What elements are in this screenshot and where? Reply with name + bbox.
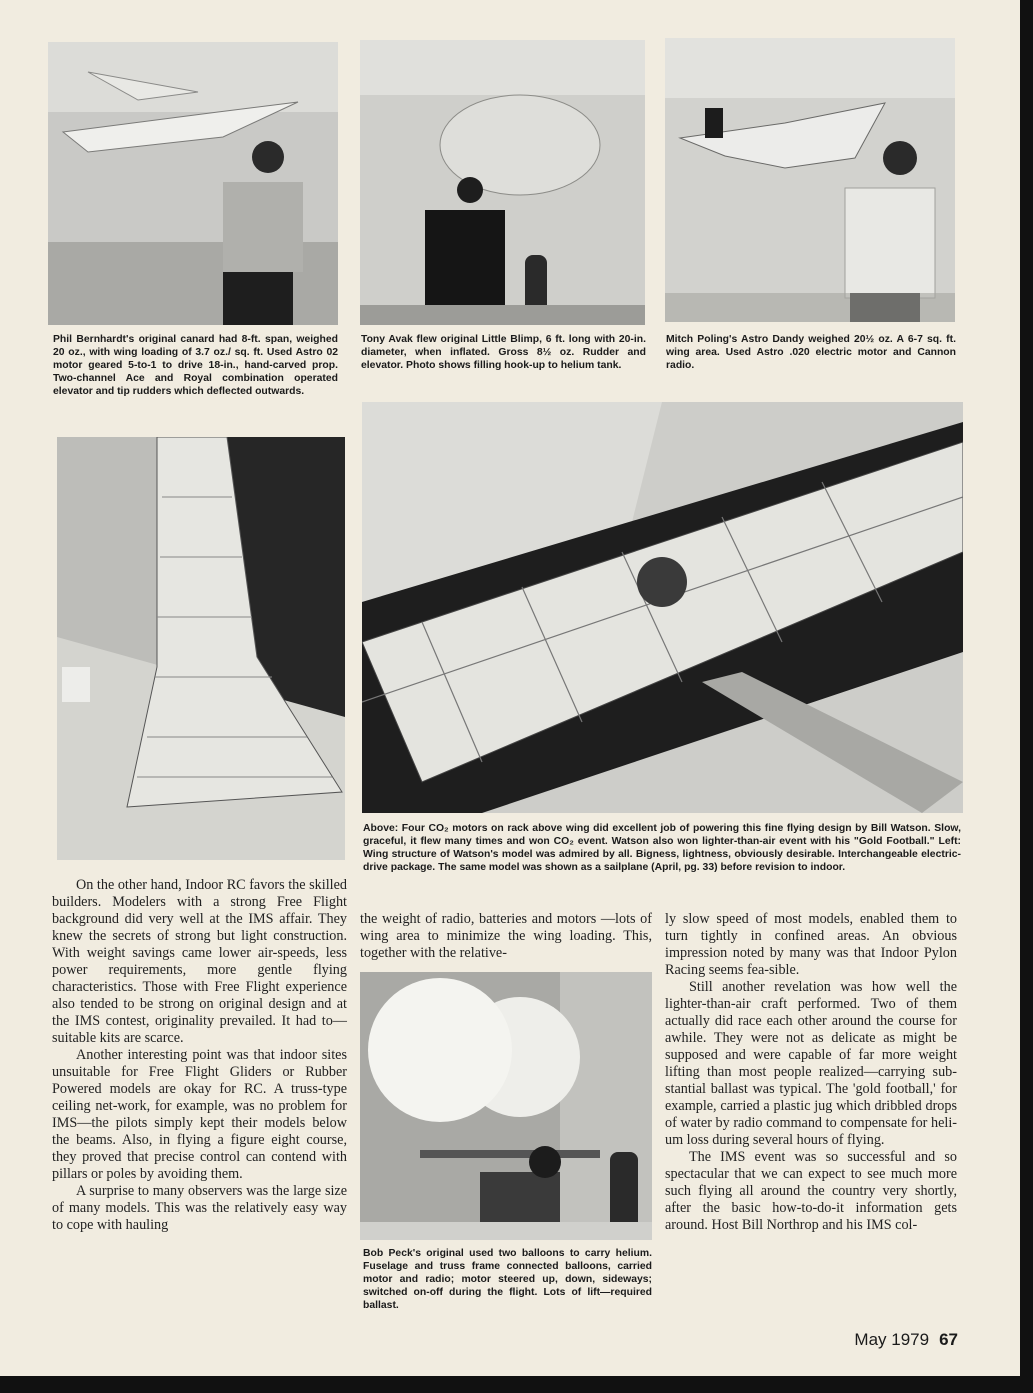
body-column-2 — [360, 911, 652, 962]
body-paragraph: A surprise to many observers was the large size of many models. This was the relatively easy way to cope with hauling — [52, 1183, 347, 1233]
photo-watson-co2-model — [362, 402, 963, 813]
photo-bernhardt-canard — [48, 42, 338, 325]
body-column-1 — [52, 877, 347, 1234]
photo-avak-blimp — [360, 40, 645, 325]
body-paragraph: the weight of radio, batteries and motors —lots of wing area to minimize the wing loading. This, together with the relative- — [360, 911, 652, 961]
page-footer — [854, 1330, 958, 1350]
body-paragraph: The IMS event was so successful and so spectacular that we can expect to see much more such flying all around the country very shortly, after the basic how-to-do-it information gets around. Host Bill Northrop and his IMS col- — [665, 1149, 957, 1233]
page-number: 67 — [939, 1330, 958, 1349]
caption-avak: Tony Avak flew original Little Blimp, 6 ft. long with 20-in. diameter, when inflated. Gross 8½ oz. Rudder and elevator. Photo shows filling hook-up to helium tank. — [361, 334, 646, 371]
body-paragraph: On the other hand, Indoor RC favors the skilled builders. Modelers with a strong Free Flight background did very well at the IMS affair. They knew the secrets of strong but light construction. With weight savings came lower air-speeds, less power requirements, more gentle flying characteristics. Those with Free Flight experience also tended to be strong on original design and at the IMS contest, originality prevailed. It had to—suitable kits are scarce. — [52, 877, 347, 1046]
caption-poling: Mitch Poling's Astro Dandy weighed 20½ oz. A 6-7 sq. ft. wing area. Used Astro .020 electric motor and Cannon radio. — [666, 334, 956, 371]
body-paragraph: Another interesting point was that indoor sites unsuitable for Free Flight Gliders or Rubber Powered models are okay for RC. A truss-type ceiling net-work, for example, was no problem for IMS—the pilots simply kept their models below the beams. Also, in flying a figure eight course, they proved that precise control can contend with pillars or poles by avoiding them. — [52, 1047, 347, 1182]
caption-peck: Bob Peck's original used two balloons to carry helium. Fuselage and truss frame connected balloons, carried motor and radio; motor steered up, down, sideways; switched on-off during the flight. Lots of lift—required ballast. — [363, 1248, 652, 1311]
issue-date: May 1979 — [854, 1330, 930, 1349]
body-column-3 — [665, 911, 957, 1234]
body-paragraph: Still another revelation was how well the lighter-than-air craft performed. Two of them actually did race each other around the course for awhile. They were not as delicate as might be supposed and were capable of far more weight lifting than most people realized—carrying sub-stantial ballast was typical. The 'gold football,' for example, carried a plastic jug which dribbled drops of water by radio command to compensate for heli-um loss during several hours of flying. — [665, 979, 957, 1148]
caption-bernhardt: Phil Bernhardt's original canard had 8-ft. span, weighed 20 oz., with wing loading of 3.7 oz./ sq. ft. Used Astro 02 motor geared 5-to-1 to drive 18-in., hand-carved prop. Two-channel Ace and Royal combination operated elevator and tip rudders which deflected outwards. — [53, 334, 338, 397]
photo-poling-astro-dandy — [665, 38, 955, 322]
photo-watson-wing-structure — [57, 437, 345, 860]
caption-watson: Above: Four CO₂ motors on rack above wing did excellent job of powering this fine flying design by Bill Watson. Slow, graceful, it flew many times and won CO₂ event. Watson also won lighter-than-air event with his "Gold Football." Left: Wing structure of Watson's model was admired by all. Bigness, lightness, obviously desirable. Interchangeable electric-drive package. The same model was shown as a sailplane (April, pg. 33) before revision to indoor. — [363, 823, 961, 873]
photo-peck-balloons — [360, 972, 652, 1240]
body-paragraph: ly slow speed of most models, enabled them to turn tightly in confined areas. An obvious impression noted by many was that Indoor Pylon Racing seems fea-sible. — [665, 911, 957, 978]
